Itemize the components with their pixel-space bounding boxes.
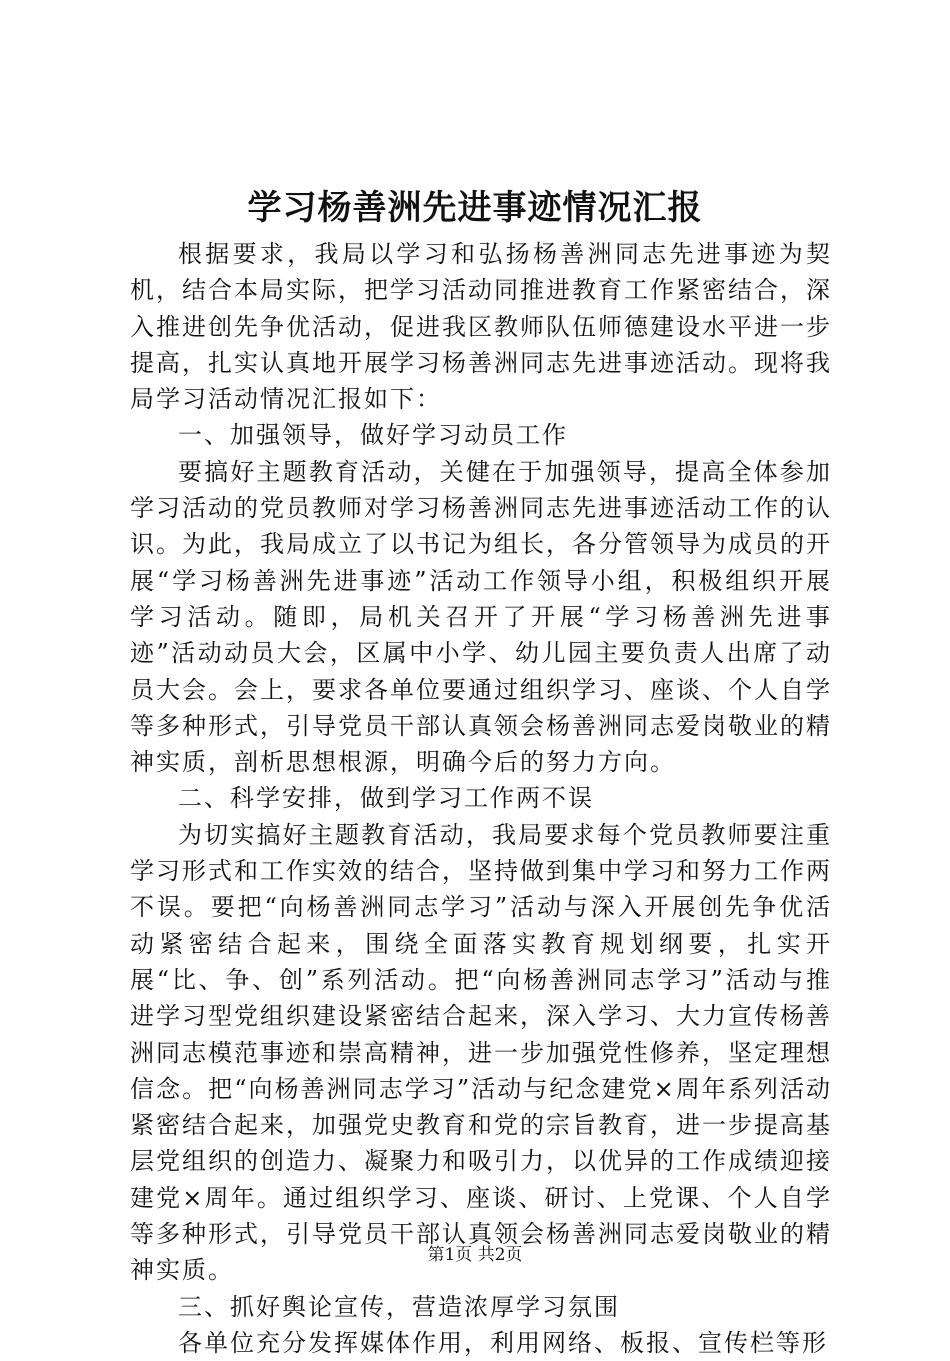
paragraph-section-3: 各单位充分发挥媒体作用，利用网络、板报、宣传栏等形 xyxy=(178,1328,828,1357)
page-number-footer: 第1页 共2页 xyxy=(427,1245,523,1265)
document-title: 学习杨善洲先进事迹情况汇报 xyxy=(247,188,703,228)
section-heading-3: 三、抓好舆论宣传，营造浓厚学习氛围 xyxy=(178,1292,620,1321)
paragraph-section-1: 要搞好主题教育活动，关健在于加强领导，提高全体参加学习活动的党员教师对学习杨善洲同志先进事迹活动工作的认识。为此，我局成立了以书记为组长，各分管领导为成员的开展“学习杨善洲先进事迹”活动工作领导小组，积极组织开展学习活动。随即，局机关召开了开展“学习杨善洲先进事迹”活动动员大会，区属中小学、幼儿园主要负责人出席了动员大会。会上，要求各单位要通过组织学习、座谈、个人自学等多种形式，引导党员干部认真领会杨善洲同志爱岗敬业的精神实质，剖析思想根源，明确今后的努力方向。 xyxy=(130,457,832,777)
section-heading-2: 二、科学安排，做到学习工作两不误 xyxy=(178,784,594,813)
section-heading-1: 一、加强领导，做好学习动员工作 xyxy=(178,421,568,450)
document-body xyxy=(130,236,832,1361)
paragraph-intro: 根据要求，我局以学习和弘扬杨善洲同志先进事迹为契机，结合本局实际，把学习活动同推进教育工作紧密结合，深入推进创先争优活动，促进我区教师队伍师德建设水平进一步提高，扎实认真地开展学习杨善洲同志先进事迹活动。现将我局学习活动情况汇报如下： xyxy=(130,240,832,414)
paragraph-section-2: 为切实搞好主题教育活动，我局要求每个党员教师要注重学习形式和工作实效的结合，坚持做到集中学习和努力工作两不误。要把“向杨善洲同志学习”活动与深入开展创先争优活动紧密结合起来，围绕全面落实教育规划纲要，扎实开展“比、争、创”系列活动。把“向杨善洲同志学习”活动与推进学习型党组织建设紧密结合起来，深入学习、大力宣传杨善洲同志模范事迹和崇高精神，进一步加强党性修养，坚定理想信念。把“向杨善洲同志学习”活动与纪念建党×周年系列活动紧密结合起来，加强党史教育和党的宗旨教育，进一步提高基层党组织的创造力、凝聚力和吸引力，以优异的工作成绩迎接建党×周年。通过组织学习、座谈、研讨、上党课、个人自学等多种形式，引导党员干部认真领会杨善洲同志爱岗敬业的精神实质。 xyxy=(130,820,832,1285)
